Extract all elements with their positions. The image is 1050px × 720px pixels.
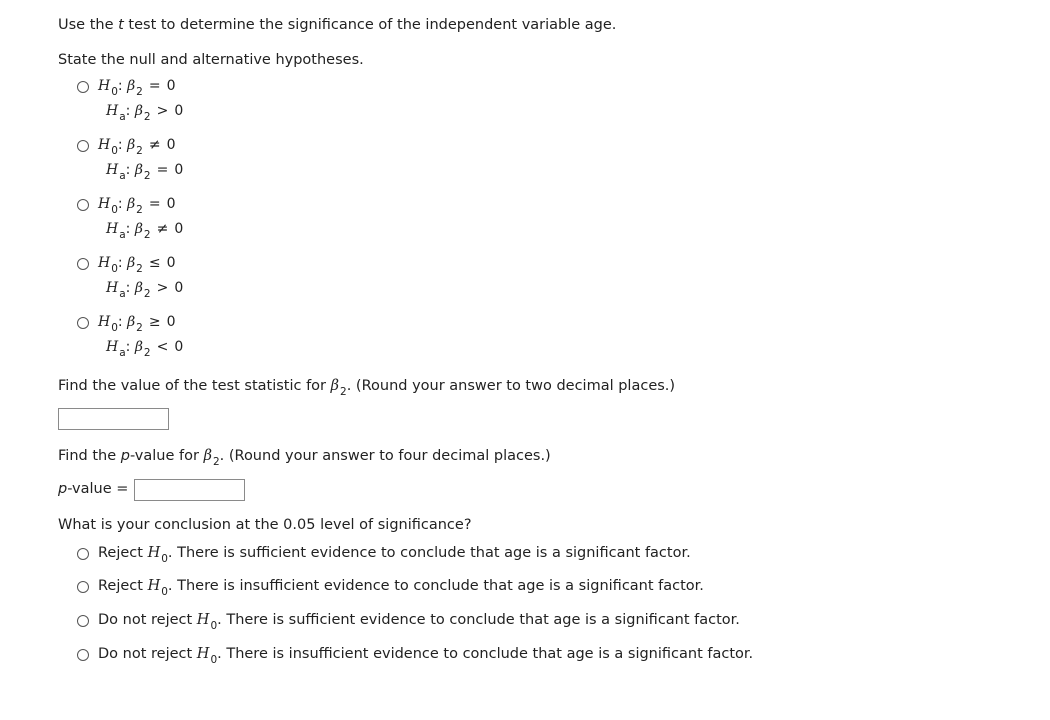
h0-line: [98, 137, 176, 157]
ha-colon: :: [125, 162, 131, 178]
h0-operator: =: [148, 196, 161, 212]
h0-line: [98, 78, 176, 98]
test-statistic-input[interactable]: [58, 408, 169, 430]
h0-symbol: H: [98, 314, 111, 330]
conclusion-text: [98, 646, 754, 666]
h-subscript: 0: [210, 620, 218, 632]
pvalue-prompt: [58, 448, 551, 468]
beta-subscript: 2: [136, 322, 143, 334]
ha-colon: :: [125, 103, 131, 119]
ha-symbol: H: [106, 221, 119, 237]
conclusion-pre: Do not reject: [98, 612, 197, 628]
ha-value: 0: [174, 221, 184, 237]
radio-conclusion-2[interactable]: [77, 581, 89, 593]
pvalue-pre: Find the: [58, 448, 121, 464]
pvalue-p: p: [120, 448, 130, 464]
test-stat-post: . (Round your answer to two decimal places.): [346, 378, 676, 394]
beta-symbol: β: [134, 280, 143, 296]
ha-symbol: H: [106, 339, 119, 355]
beta-subscript: 2: [340, 386, 347, 398]
beta-symbol: β: [134, 162, 143, 178]
pvalue-post: . (Round your answer to four decimal places.): [219, 448, 551, 464]
radio-conclusion-1[interactable]: [77, 548, 89, 560]
conclusion-pre: Do not reject: [98, 646, 197, 662]
h-symbol: H: [147, 545, 161, 561]
ha-value: 0: [174, 280, 184, 296]
conclusion-post: . There is insufficient evidence to conclude that age is a significant factor.: [217, 646, 754, 662]
h0-subscript: 0: [111, 204, 118, 216]
radio-conclusion-3[interactable]: [77, 615, 89, 627]
hypothesis-prompt: State the null and alternative hypotheses.: [58, 52, 364, 68]
ha-subscript: a: [119, 229, 126, 241]
ha-line: [106, 162, 184, 182]
ha-value: 0: [174, 162, 184, 178]
h0-colon: :: [117, 255, 123, 271]
ha-operator: <: [156, 339, 169, 355]
h-subscript: 0: [161, 553, 168, 565]
ha-operator: >: [156, 103, 169, 119]
conclusion-text: [98, 612, 740, 632]
h0-value: 0: [166, 255, 176, 271]
conclusion-post: . There is insufficient evidence to conclude that age is a significant factor.: [167, 578, 704, 594]
ha-colon: :: [125, 221, 131, 237]
beta-subscript: 2: [143, 229, 151, 241]
beta-symbol: β: [127, 137, 136, 153]
radio-hypothesis-5[interactable]: [77, 317, 89, 329]
ha-value: 0: [174, 103, 184, 119]
ha-colon: :: [125, 339, 131, 355]
h0-colon: :: [117, 196, 123, 212]
beta-subscript: 2: [143, 288, 151, 300]
h0-operator: ≥: [148, 314, 161, 330]
beta-subscript: 2: [136, 204, 143, 216]
intro-text: [58, 17, 616, 33]
conclusion-text: [98, 578, 704, 598]
beta-symbol: β: [134, 339, 143, 355]
ha-operator: ≠: [156, 221, 169, 237]
beta-subscript: 2: [143, 347, 151, 359]
h0-operator: =: [148, 78, 161, 94]
h0-symbol: H: [98, 196, 111, 212]
pvalue-input[interactable]: [134, 479, 245, 501]
ha-line: [106, 221, 184, 241]
h0-value: 0: [166, 314, 176, 330]
intro-pre: Use the: [58, 17, 119, 33]
beta-symbol: β: [203, 448, 212, 464]
conclusion-post: . There is sufficient evidence to conclude that age is a significant factor.: [167, 545, 691, 561]
beta-subscript: 2: [143, 170, 151, 182]
ha-value: 0: [174, 339, 184, 355]
h-symbol: H: [196, 646, 210, 662]
beta-subscript: 2: [212, 456, 220, 468]
ha-subscript: a: [119, 347, 126, 359]
pvalue-label-rest: -value =: [67, 481, 129, 497]
h0-subscript: 0: [111, 322, 118, 334]
radio-hypothesis-1[interactable]: [77, 81, 89, 93]
ha-operator: =: [156, 162, 169, 178]
beta-symbol: β: [330, 378, 340, 394]
conclusion-post: . There is sufficient evidence to conclude that age is a significant factor.: [217, 612, 740, 628]
beta-symbol: β: [134, 221, 143, 237]
h-symbol: H: [147, 578, 161, 594]
test-statistic-prompt: [58, 378, 676, 398]
ha-subscript: a: [119, 288, 126, 300]
intro-t: t: [118, 17, 124, 33]
h0-line: [98, 314, 176, 334]
pvalue-label: [58, 481, 128, 497]
h0-colon: :: [117, 314, 123, 330]
ha-colon: :: [125, 280, 131, 296]
pvalue-label-p: p: [58, 481, 68, 497]
beta-symbol: β: [127, 314, 136, 330]
beta-subscript: 2: [136, 145, 143, 157]
beta-symbol: β: [127, 78, 136, 94]
beta-symbol: β: [134, 103, 143, 119]
h0-colon: :: [117, 137, 123, 153]
conclusion-pre: Reject: [98, 545, 148, 561]
test-stat-pre: Find the value of the test statistic for: [58, 378, 331, 394]
h0-subscript: 0: [111, 86, 118, 98]
beta-symbol: β: [127, 196, 136, 212]
ha-line: [106, 339, 184, 359]
h0-subscript: 0: [111, 145, 118, 157]
h0-operator: ≤: [148, 255, 161, 271]
h0-value: 0: [166, 137, 176, 153]
radio-hypothesis-2[interactable]: [77, 140, 89, 152]
h0-symbol: H: [98, 255, 111, 271]
ha-line: [106, 103, 184, 123]
h0-symbol: H: [98, 137, 111, 153]
h-symbol: H: [196, 612, 210, 628]
beta-subscript: 2: [136, 263, 143, 275]
conclusion-pre: Reject: [98, 578, 148, 594]
conclusion-prompt: What is your conclusion at the 0.05 level of significance?: [58, 517, 472, 533]
ha-symbol: H: [106, 103, 119, 119]
ha-symbol: H: [106, 162, 119, 178]
radio-hypothesis-4[interactable]: [77, 258, 89, 270]
pvalue-mid: -value for: [129, 448, 204, 464]
conclusion-text: [98, 545, 691, 565]
beta-subscript: 2: [136, 86, 143, 98]
h0-value: 0: [166, 196, 176, 212]
beta-subscript: 2: [143, 111, 151, 123]
ha-subscript: a: [119, 111, 126, 123]
beta-symbol: β: [127, 255, 136, 271]
h0-line: [98, 196, 176, 216]
radio-conclusion-4[interactable]: [77, 649, 89, 661]
h-subscript: 0: [161, 586, 168, 598]
ha-line: [106, 280, 184, 300]
h0-symbol: H: [98, 78, 111, 94]
radio-hypothesis-3[interactable]: [77, 199, 89, 211]
h-subscript: 0: [210, 654, 218, 666]
intro-post: test to determine the significance of the independent variable age.: [123, 17, 617, 33]
h0-colon: :: [117, 78, 123, 94]
h0-value: 0: [166, 78, 176, 94]
ha-symbol: H: [106, 280, 119, 296]
ha-subscript: a: [119, 170, 126, 182]
ha-operator: >: [156, 280, 169, 296]
h0-line: [98, 255, 176, 275]
h0-subscript: 0: [111, 263, 118, 275]
h0-operator: ≠: [148, 137, 161, 153]
